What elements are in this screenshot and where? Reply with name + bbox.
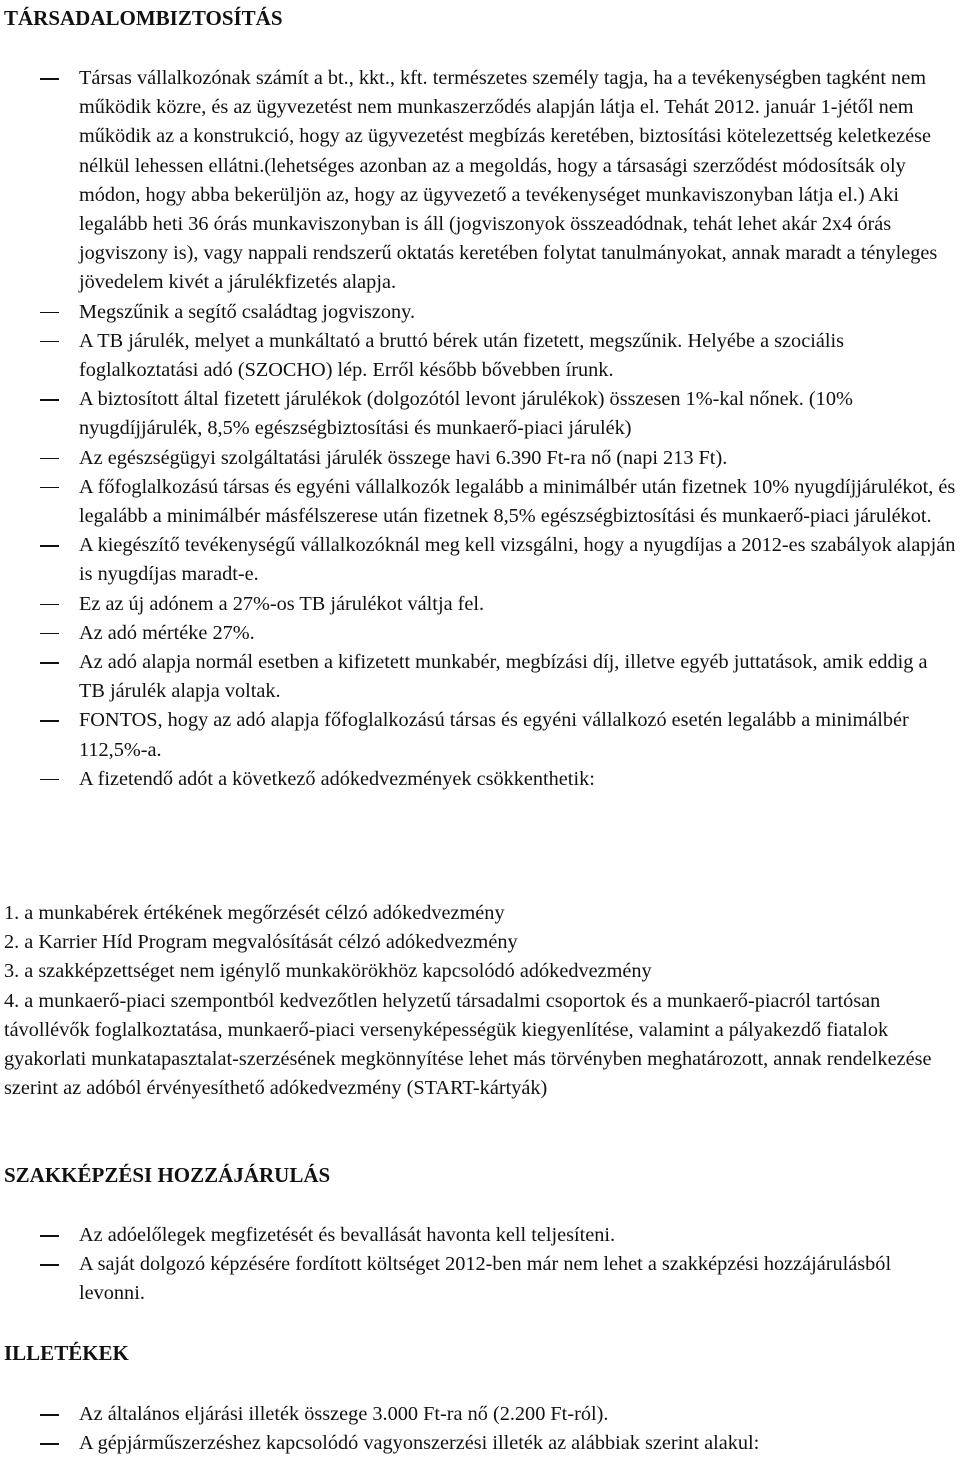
dash-bullet-icon	[40, 779, 59, 781]
list-item: A saját dolgozó képzésére fordított költséget 2012-ben már nem lehet a szakképzési hozzájárulásból levonni.	[0, 1250, 960, 1308]
tax-allowance-list	[4, 899, 956, 1103]
list-item: Az adóelőlegek megfizetését és bevallását havonta kell teljesíteni.	[0, 1221, 960, 1250]
dash-bullet-icon	[40, 633, 59, 635]
dash-bullet-icon	[40, 662, 59, 664]
dash-bullet-icon	[40, 487, 59, 489]
section-heading-tarsadalombiztositas: TÁRSADALOMBIZTOSÍTÁS	[4, 6, 283, 30]
dash-bullet-icon	[40, 78, 59, 80]
list-item: FONTOS, hogy az adó alapja főfoglalkozású társas és egyéni vállalkozó esetén legalább a minimálbér 112,5%-a.	[0, 706, 960, 764]
list-item: A biztosított által fizetett járulékok (dolgozótól levont járulékok) összesen 1%-kal nőnek. (10% nyugdíjjárulék, 8,5% egészségbiztosítási és munkaerő-piaci járulék)	[0, 385, 960, 443]
dash-bullet-icon	[40, 1235, 59, 1237]
section-heading-szakkepzesi-hozzajarulas: SZAKKÉPZÉSI HOZZÁJÁRULÁS	[4, 1163, 331, 1187]
szakkepzesi-bullet-list	[0, 1221, 960, 1309]
tb-bullet-list	[0, 64, 960, 794]
dash-bullet-icon	[40, 720, 59, 722]
numbered-item: 4. a munkaerő-piaci szempontból kedvezőtlen helyzetű társadalmi csoportok és a munkaerő-piacról tartósan távollévők foglalkoztatása, munkaerő-piaci versenyképességük kiegyenlítése, valamint a pályakezdő fiatalok gyakorlati munkatapasztalat-szerzésének megkönnyítése lehet más törvényben meghatározott, annak rendelkezése szerint az adóból érvényesíthető adókedvezmény (START-kártyák)	[4, 989, 932, 1100]
list-item: Az adó mértéke 27%.	[0, 619, 960, 648]
list-item: A TB járulék, melyet a munkáltató a bruttó bérek után fizetett, megszűnik. Helyébe a szociális foglalkoztatási adó (SZOCHO) lép. Erről később bővebben írunk.	[0, 327, 960, 385]
section-heading-illetekek: ILLETÉKEK	[4, 1341, 129, 1365]
list-item: A kiegészítő tevékenységű vállalkozóknál meg kell vizsgálni, hogy a nyugdíjas a 2012-es szabályok alapján is nyugdíjas maradt-e.	[0, 531, 960, 589]
numbered-item: 3. a szakképzettséget nem igénylő munkakörökhöz kapcsolódó adókedvezmény	[4, 960, 652, 983]
dash-bullet-icon	[40, 399, 59, 401]
numbered-item: 2. a Karrier Híd Program megvalósítását célzó adókedvezmény	[4, 931, 518, 954]
list-item: Társas vállalkozónak számít a bt., kkt., kft. természetes személy tagja, ha a tevékenységben tagként nem működik közre, és az ügyvezetést nem munkaszerződés alapján látja el. Tehát 2012. január 1-jétől nem működik az a konstrukció, hogy az ügyvezetést megbízás keretében, biztosítási kötelezettség keletkezése nélkül lehessen ellátni.(lehetséges azonban az a megoldás, hogy a társasági szerződést módosítsák oly módon, hogy abba bekerüljön az, hogy az ügyvezető a tevékenységet munkaviszonyban látja el.) Aki legalább heti 36 órás munkaviszonyban is áll (jogviszonyok összeadódnak, tehát lehet akár 2x4 órás jogviszony is), vagy nappali rendszerű oktatás keretében folytat tanulmányokat, annak maradt a tényleges jövedelem kivét a járulékfizetés alapja.	[0, 64, 960, 298]
list-item: Ez az új adónem a 27%-os TB járulékot váltja fel.	[0, 590, 960, 619]
dash-bullet-icon	[40, 458, 59, 460]
dash-bullet-icon	[40, 545, 59, 547]
list-item: Az általános eljárási illeték összege 3.000 Ft-ra nő (2.200 Ft-ról).	[0, 1400, 960, 1429]
list-item: A gépjárműszerzéshez kapcsolódó vagyonszerzési illeték az alábbiak szerint alakul:	[0, 1429, 960, 1458]
dash-bullet-icon	[40, 1264, 59, 1266]
dash-bullet-icon	[40, 1443, 59, 1445]
dash-bullet-icon	[40, 604, 59, 606]
numbered-item: 1. a munkabérek értékének megőrzését célzó adókedvezmény	[4, 902, 505, 924]
list-item: Az adó alapja normál esetben a kifizetett munkabér, megbízási díj, illetve egyéb juttatások, amik eddig a TB járulék alapja voltak.	[0, 648, 960, 706]
list-item: A főfoglalkozású társas és egyéni vállalkozók legalább a minimálbér után fizetnek 10% nyugdíjjárulékot, és legalább a minimálbér másfélszerese után fizetnek 8,5% egészségbiztosítási és munkaerő-piaci járulékot.	[0, 473, 960, 531]
list-item: Az egészségügyi szolgáltatási járulék összege havi 6.390 Ft-ra nő (napi 213 Ft).	[0, 444, 960, 473]
dash-bullet-icon	[40, 1414, 59, 1416]
illetekek-bullet-list	[0, 1400, 960, 1458]
list-item: A fizetendő adót a következő adókedvezmények csökkenthetik:	[0, 765, 960, 794]
list-item: Megszűnik a segítő családtag jogviszony.	[0, 298, 960, 327]
dash-bullet-icon	[40, 312, 59, 314]
dash-bullet-icon	[40, 341, 59, 343]
